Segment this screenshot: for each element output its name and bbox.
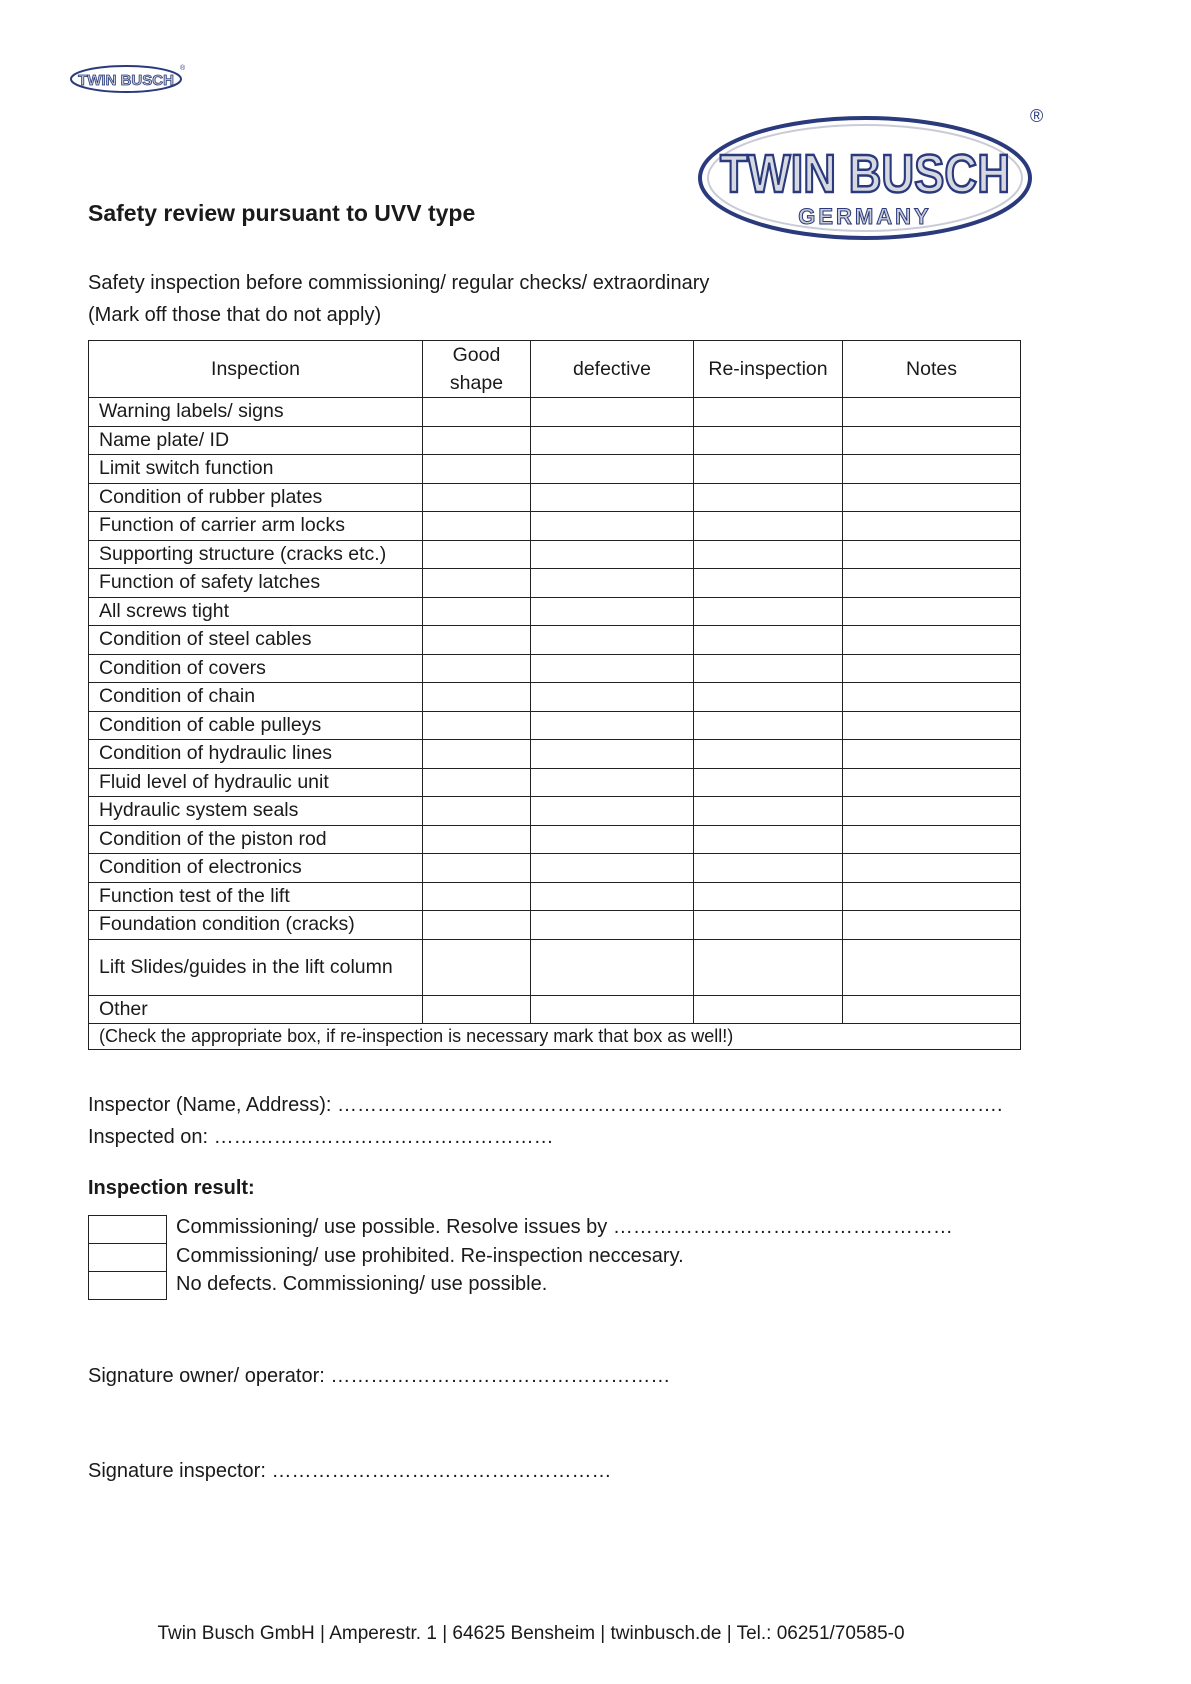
good-shape-cell[interactable] (423, 995, 531, 1024)
notes-cell[interactable] (843, 398, 1021, 427)
notes-cell[interactable] (843, 939, 1021, 995)
inspection-item-label: Lift Slides/guides in the lift column (89, 939, 423, 995)
table-row (89, 540, 1021, 569)
inspection-item-label: Condition of chain (89, 683, 423, 712)
notes-cell[interactable] (843, 626, 1021, 655)
notes-cell[interactable] (843, 683, 1021, 712)
defective-cell[interactable] (531, 398, 694, 427)
defective-cell[interactable] (531, 512, 694, 541)
re-inspection-cell[interactable] (694, 854, 843, 883)
header-notes: Notes (843, 341, 1021, 398)
notes-cell[interactable] (843, 882, 1021, 911)
re-inspection-cell[interactable] (694, 797, 843, 826)
header-inspection: Inspection (89, 341, 423, 398)
table-note: (Check the appropriate box, if re-inspection is necessary mark that box as well!) (89, 1024, 1021, 1050)
notes-cell[interactable] (843, 825, 1021, 854)
good-shape-cell[interactable] (423, 626, 531, 655)
inspection-table (88, 340, 1021, 1050)
table-row (89, 854, 1021, 883)
notes-cell[interactable] (843, 426, 1021, 455)
notes-cell[interactable] (843, 911, 1021, 940)
notes-cell[interactable] (843, 854, 1021, 883)
inspection-item-label: Condition of cable pulleys (89, 711, 423, 740)
notes-cell[interactable] (843, 740, 1021, 769)
inspection-item-label: Supporting structure (cracks etc.) (89, 540, 423, 569)
good-shape-cell[interactable] (423, 597, 531, 626)
re-inspection-cell[interactable] (694, 398, 843, 427)
page-title: Safety review pursuant to UVV type (88, 200, 476, 226)
good-shape-cell[interactable] (423, 939, 531, 995)
defective-cell[interactable] (531, 911, 694, 940)
defective-cell[interactable] (531, 597, 694, 626)
good-shape-cell[interactable] (423, 768, 531, 797)
inspection-item-label: Condition of electronics (89, 854, 423, 883)
good-shape-cell[interactable] (423, 711, 531, 740)
inspection-result-title: Inspection result: (88, 1177, 255, 1199)
re-inspection-cell[interactable] (694, 911, 843, 940)
table-row (89, 512, 1021, 541)
table-row (89, 939, 1021, 995)
defective-cell[interactable] (531, 882, 694, 911)
inspection-item-label: Function of safety latches (89, 569, 423, 598)
table-row (89, 882, 1021, 911)
re-inspection-cell[interactable] (694, 740, 843, 769)
table-header-row (89, 341, 1021, 398)
logo-small-registered: ® (180, 65, 186, 72)
notes-cell[interactable] (843, 569, 1021, 598)
notes-cell[interactable] (843, 597, 1021, 626)
re-inspection-cell[interactable] (694, 569, 843, 598)
logo-country-text: GERMANY (798, 204, 932, 229)
defective-cell[interactable] (531, 654, 694, 683)
defective-cell[interactable] (531, 426, 694, 455)
defective-cell[interactable] (531, 854, 694, 883)
table-row (89, 398, 1021, 427)
subtitle-line-2: (Mark off those that do not apply) (88, 304, 382, 326)
notes-cell[interactable] (843, 768, 1021, 797)
inspection-item-label: All screws tight (89, 597, 423, 626)
inspection-item-label: Function test of the lift (89, 882, 423, 911)
table-row (89, 597, 1021, 626)
good-shape-cell[interactable] (423, 797, 531, 826)
good-shape-cell[interactable] (423, 569, 531, 598)
inspector-field[interactable]: Inspector (Name, Address): ………………………………………………………………………………………. (88, 1094, 1003, 1116)
re-inspection-cell[interactable] (694, 626, 843, 655)
defective-cell[interactable] (531, 711, 694, 740)
good-shape-cell[interactable] (423, 882, 531, 911)
inspection-item-label: Condition of the piston rod (89, 825, 423, 854)
table-row (89, 455, 1021, 484)
signature-inspector-field[interactable]: Signature inspector: …………………………………………… (88, 1460, 612, 1482)
inspection-item-label: Condition of hydraulic lines (89, 740, 423, 769)
good-shape-cell[interactable] (423, 683, 531, 712)
defective-cell[interactable] (531, 939, 694, 995)
re-inspection-cell[interactable] (694, 597, 843, 626)
logo-brand-text: TWIN BUSCH (720, 144, 1010, 204)
inspection-item-label: Name plate/ ID (89, 426, 423, 455)
table-row (89, 740, 1021, 769)
re-inspection-cell[interactable] (694, 939, 843, 995)
twin-busch-logo-small (68, 60, 188, 94)
result-option-3: No defects. Commissioning/ use possible. (176, 1273, 548, 1295)
inspection-item-label: Hydraulic system seals (89, 797, 423, 826)
inspection-item-label: Other (89, 995, 423, 1024)
table-row (89, 683, 1021, 712)
subtitle-line-1: Safety inspection before commissioning/ regular checks/ extraordinary (88, 272, 710, 294)
good-shape-cell[interactable] (423, 854, 531, 883)
defective-cell[interactable] (531, 569, 694, 598)
table-row (89, 797, 1021, 826)
notes-cell[interactable] (843, 797, 1021, 826)
re-inspection-cell[interactable] (694, 825, 843, 854)
table-row (89, 825, 1021, 854)
table-row (89, 654, 1021, 683)
result-checkbox-2[interactable] (88, 1243, 167, 1272)
defective-cell[interactable] (531, 626, 694, 655)
inspection-item-label: Fluid level of hydraulic unit (89, 768, 423, 797)
re-inspection-cell[interactable] (694, 683, 843, 712)
re-inspection-cell[interactable] (694, 711, 843, 740)
defective-cell[interactable] (531, 797, 694, 826)
good-shape-cell[interactable] (423, 825, 531, 854)
re-inspection-cell[interactable] (694, 426, 843, 455)
defective-cell[interactable] (531, 683, 694, 712)
inspected-on-field[interactable]: Inspected on: …………………………………………… (88, 1126, 554, 1148)
good-shape-cell[interactable] (423, 654, 531, 683)
re-inspection-cell[interactable] (694, 654, 843, 683)
notes-cell[interactable] (843, 483, 1021, 512)
re-inspection-cell[interactable] (694, 455, 843, 484)
inspection-item-label: Function of carrier arm locks (89, 512, 423, 541)
re-inspection-cell[interactable] (694, 768, 843, 797)
notes-cell[interactable] (843, 540, 1021, 569)
twin-busch-logo-large (695, 100, 1050, 250)
table-note-row (89, 1024, 1021, 1050)
result-checkbox-1[interactable] (88, 1215, 167, 1244)
good-shape-cell[interactable] (423, 911, 531, 940)
table-row (89, 626, 1021, 655)
inspection-item-label: Condition of steel cables (89, 626, 423, 655)
re-inspection-cell[interactable] (694, 483, 843, 512)
table-row (89, 426, 1021, 455)
notes-cell[interactable] (843, 711, 1021, 740)
defective-cell[interactable] (531, 455, 694, 484)
good-shape-cell[interactable] (423, 512, 531, 541)
good-shape-cell[interactable] (423, 540, 531, 569)
defective-cell[interactable] (531, 995, 694, 1024)
good-shape-cell[interactable] (423, 398, 531, 427)
defective-cell[interactable] (531, 768, 694, 797)
inspection-item-label: Condition of covers (89, 654, 423, 683)
table-row (89, 995, 1021, 1024)
logo-registered-mark: ® (1030, 106, 1044, 126)
defective-cell[interactable] (531, 740, 694, 769)
table-row (89, 711, 1021, 740)
logo-small-text: TWIN BUSCH (78, 72, 174, 89)
re-inspection-cell[interactable] (694, 540, 843, 569)
defective-cell[interactable] (531, 483, 694, 512)
defective-cell[interactable] (531, 540, 694, 569)
notes-cell[interactable] (843, 995, 1021, 1024)
good-shape-cell[interactable] (423, 426, 531, 455)
table-row (89, 483, 1021, 512)
table-row (89, 911, 1021, 940)
re-inspection-cell[interactable] (694, 995, 843, 1024)
notes-cell[interactable] (843, 512, 1021, 541)
result-option-1: Commissioning/ use possible. Resolve issues by …………………………………………… (176, 1216, 953, 1238)
header-re-inspection: Re-inspection (694, 341, 843, 398)
re-inspection-cell[interactable] (694, 512, 843, 541)
inspection-item-label: Warning labels/ signs (89, 398, 423, 427)
re-inspection-cell[interactable] (694, 882, 843, 911)
result-option-2: Commissioning/ use prohibited. Re-inspection neccesary. (176, 1245, 684, 1267)
result-checkbox-3[interactable] (88, 1271, 167, 1300)
inspection-item-label: Condition of rubber plates (89, 483, 423, 512)
defective-cell[interactable] (531, 825, 694, 854)
good-shape-cell[interactable] (423, 740, 531, 769)
notes-cell[interactable] (843, 455, 1021, 484)
table-row (89, 768, 1021, 797)
table-row (89, 569, 1021, 598)
signature-owner-field[interactable]: Signature owner/ operator: …………………………………………… (88, 1365, 671, 1387)
page-footer: Twin Busch GmbH | Amperestr. 1 | 64625 Bensheim | twinbusch.de | Tel.: 06251/70585-0 (157, 1623, 905, 1644)
header-defective: defective (531, 341, 694, 398)
header-good-shape: Good shape (423, 341, 531, 398)
notes-cell[interactable] (843, 654, 1021, 683)
inspection-item-label: Limit switch function (89, 455, 423, 484)
good-shape-cell[interactable] (423, 483, 531, 512)
inspection-item-label: Foundation condition (cracks) (89, 911, 423, 940)
good-shape-cell[interactable] (423, 455, 531, 484)
